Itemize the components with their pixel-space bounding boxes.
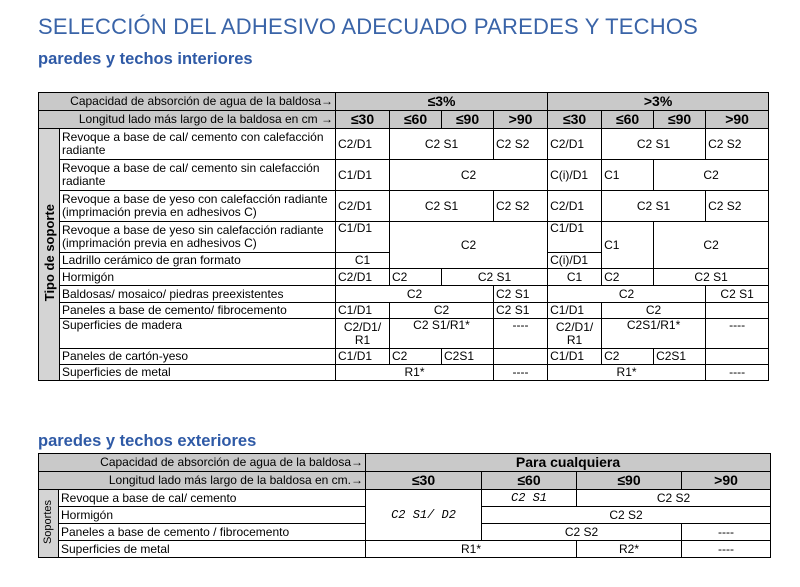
support-label: Revoque a base de cal/ cemento con calefacción radiante: [60, 129, 336, 160]
interior-table: [38, 92, 769, 381]
size-header: >90: [706, 111, 769, 129]
cell: R1*: [336, 365, 494, 381]
cell: C2 S2: [494, 191, 548, 222]
support-label: Baldosas/ mosaico/ piedras preexistentes: [60, 286, 336, 303]
length-header: Longitud lado más largo de la baldosa en cm →: [39, 111, 336, 129]
cell: C2: [390, 303, 494, 319]
cell: C2: [654, 222, 769, 269]
cell: [706, 349, 769, 365]
cell: C2 S1: [654, 269, 769, 286]
absorption-header: Capacidad de absorción de agua de la baldosa→: [39, 93, 336, 111]
cell: C2 S1: [706, 286, 769, 303]
support-label: Ladrillo cerámico de gran formato: [60, 253, 336, 269]
support-label: Hormigón: [59, 507, 366, 524]
absorption-header: Capacidad de absorción de agua de la baldosa→: [39, 454, 366, 472]
interior-subtitle: paredes y techos interiores: [38, 50, 253, 68]
group-any-header: Para cualquiera: [366, 454, 771, 472]
cell: C1/D1: [336, 349, 390, 365]
cell: C1: [602, 160, 654, 191]
cell: C2 S1/ D2: [366, 490, 482, 541]
group-high-header: >3%: [548, 93, 769, 111]
cell: [706, 303, 769, 319]
cell: C1/D1: [548, 349, 602, 365]
cell: C2 S1: [390, 129, 494, 160]
cell: C2S1: [442, 349, 494, 365]
cell: ----: [706, 365, 769, 381]
cell: C2 S1: [482, 490, 577, 507]
size-header: ≤90: [654, 111, 706, 129]
cell: C(i)/D1: [548, 160, 602, 191]
cell: C1: [548, 269, 602, 286]
cell: C1/D1: [548, 303, 602, 319]
cell: C2 S1: [442, 269, 548, 286]
support-type-label: Tipo de soporte: [39, 129, 60, 381]
cell: C2/D1: [548, 129, 602, 160]
support-label: Hormigón: [60, 269, 336, 286]
cell: C2S1/R1*: [602, 319, 706, 349]
cell: C1/D1: [336, 222, 390, 253]
cell: C2/D1: [336, 191, 390, 222]
cell: C2 S1: [494, 286, 548, 303]
support-label: Superficies de metal: [60, 365, 336, 381]
size-header: ≤90: [442, 111, 494, 129]
size-header: ≤60: [602, 111, 654, 129]
cell: C1/D1: [336, 303, 390, 319]
exterior-table: [38, 453, 771, 558]
cell: C2: [390, 349, 442, 365]
cell: C2: [336, 286, 494, 303]
cell: ----: [682, 524, 771, 541]
support-label: Superficies de metal: [59, 541, 366, 558]
cell: C2: [548, 286, 706, 303]
group-low-header: ≤3%: [336, 93, 548, 111]
cell: [494, 349, 548, 365]
cell: C1/D1: [336, 160, 390, 191]
cell: C2 S1: [494, 303, 548, 319]
cell: C2: [602, 303, 706, 319]
exterior-subtitle: paredes y techos exteriores: [38, 432, 257, 450]
support-label: Revoque a base de yeso sin calefacción radiante (imprimación previa en adhesivos C): [60, 222, 336, 253]
support-label: Revoque a base de cal/ cemento sin calefacción radiante: [60, 160, 336, 191]
cell: C2 S1: [390, 191, 494, 222]
cell: C2 S2: [494, 129, 548, 160]
cell: C2: [390, 269, 442, 286]
cell: C1: [602, 222, 654, 269]
cell: C2 S2: [482, 524, 682, 541]
cell: C1: [336, 253, 390, 269]
cell: C2/D1/ R1: [336, 319, 390, 349]
cell: R1*: [366, 541, 577, 558]
cell: C2: [654, 160, 769, 191]
cell: C(i)/D1: [548, 253, 602, 269]
size-header: ≤90: [577, 472, 682, 490]
size-header: ≤30: [366, 472, 482, 490]
size-header: ≤60: [390, 111, 442, 129]
cell: ----: [494, 319, 548, 349]
length-header: Longitud lado más largo de la baldosa en cm.→: [39, 472, 366, 490]
support-label: Revoque a base de cal/ cemento: [59, 490, 366, 507]
cell: R2*: [577, 541, 682, 558]
cell: ----: [706, 319, 769, 349]
cell: C2 S1/R1*: [390, 319, 494, 349]
cell: C2 S2: [482, 507, 771, 524]
support-label: Superficies de madera: [60, 319, 336, 349]
cell: C2 S1: [602, 129, 706, 160]
cell: C2/D1/ R1: [548, 319, 602, 349]
cell: C2: [602, 269, 654, 286]
cell: C2/D1: [548, 191, 602, 222]
support-label: Revoque a base de yeso con calefacción radiante (imprimación previa en adhesivos C): [60, 191, 336, 222]
cell: C2/D1: [336, 129, 390, 160]
size-header: >90: [494, 111, 548, 129]
size-header: ≤60: [482, 472, 577, 490]
support-label: Paneles a base de cemento / fibrocemento: [59, 524, 366, 541]
page-title: SELECCIÓN DEL ADHESIVO ADECUADO PAREDES Y TECHOS: [38, 14, 699, 39]
support-label: Paneles de cartón-yeso: [60, 349, 336, 365]
cell: C2S1: [654, 349, 706, 365]
size-header: ≤30: [336, 111, 390, 129]
cell: ----: [494, 365, 548, 381]
cell: C2: [390, 222, 548, 269]
cell: C2/D1: [336, 269, 390, 286]
cell: ----: [682, 541, 771, 558]
cell: C2 S2: [706, 129, 769, 160]
cell: C1/D1: [548, 222, 602, 253]
supports-label: Soportes: [39, 490, 59, 558]
cell: C2 S1: [602, 191, 706, 222]
size-header: >90: [682, 472, 771, 490]
support-label: Paneles a base de cemento/ fibrocemento: [60, 303, 336, 319]
size-header: ≤30: [548, 111, 602, 129]
cell: C2: [602, 349, 654, 365]
cell: C2: [390, 160, 548, 191]
cell: C2 S2: [706, 191, 769, 222]
cell: R1*: [548, 365, 706, 381]
cell: C2 S2: [577, 490, 771, 507]
